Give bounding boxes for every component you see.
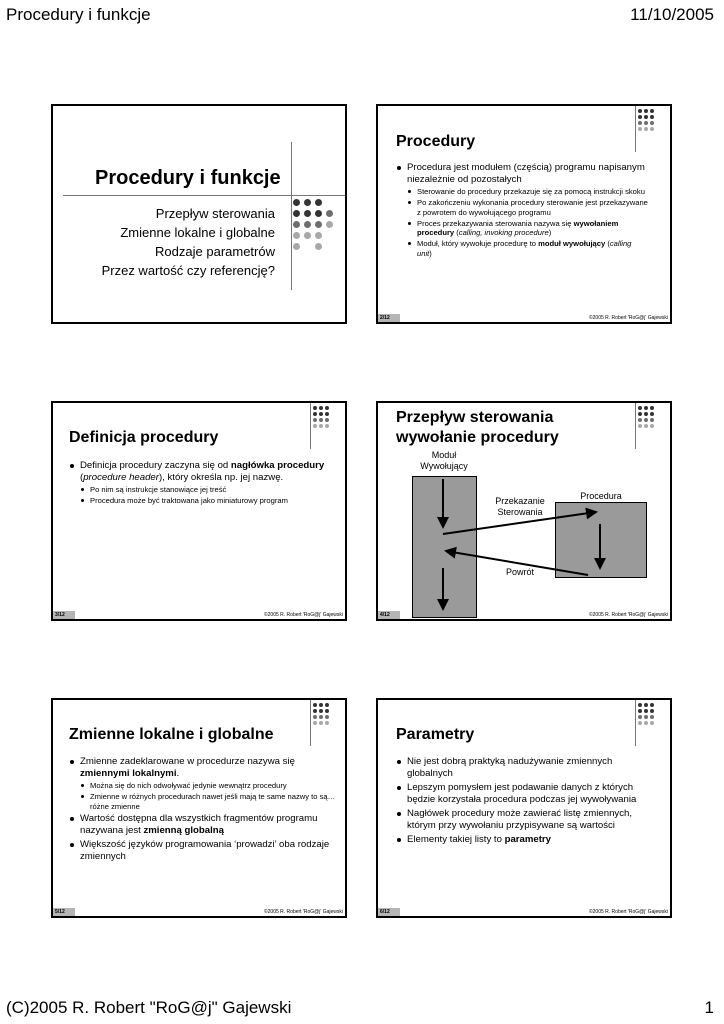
- slide-copyright: ©2005 R. Robert 'RoG@j' Gajewski: [588, 315, 668, 321]
- sub-bullet-item: Procedura może być traktowana jako miniaturowy program: [80, 496, 331, 506]
- bullet-item: Elementy takiej listy to parametry: [396, 834, 658, 846]
- decorative-dot: [293, 243, 300, 250]
- decorative-dot: [644, 109, 648, 113]
- bullet-list: [396, 162, 648, 260]
- bullet-list: [69, 756, 337, 865]
- slide-copyright: ©2005 R. Robert 'RoG@j' Gajewski: [263, 909, 343, 915]
- decorative-dot: [326, 210, 333, 217]
- decorative-dot: [650, 127, 654, 131]
- bullet-item: Procedura jest modułem (częścią) programu napisanym niezależnie od pozostałych Sterowanie do procedury przekazuje się za pomocą instrukcji skoku Po zakończeniu wykonania procedury sterowanie jest przekazywane z powrotem do wywołującego programu Proces przekazywania sterowania nazywa się wywołaniem procedury (calling, invoking procedure) Moduł, który wywołuje procedurę to moduł wywołujący (calling unit): [396, 162, 648, 258]
- sub-bullet-item: Sterowanie do procedury przekazuje się za pomocą instrukcji skoku: [407, 187, 648, 197]
- sub-bullet-list: [80, 781, 337, 811]
- slide-number: 4/12: [378, 611, 400, 619]
- decorative-dot: [638, 715, 642, 719]
- slide-copyright: ©2005 R. Robert 'RoG@j' Gajewski: [263, 612, 343, 618]
- decorative-dot: [644, 121, 648, 125]
- decorative-dot: [319, 703, 323, 707]
- decorative-dot: [644, 703, 648, 707]
- decorative-dot: [313, 406, 317, 410]
- page-footer-copyright: (C)2005 R. Robert "RoG@j" Gajewski: [6, 998, 292, 1017]
- slide-copyright: ©2005 R. Robert 'RoG@j' Gajewski: [588, 612, 668, 618]
- sub-bullet-item: Można się do nich odwoływać jedynie wewnątrz procedury: [80, 781, 337, 791]
- document-date: 11/10/2005: [630, 5, 714, 24]
- decorative-dot: [313, 709, 317, 713]
- sub-bullet-item: Po zakończeniu wykonania procedury sterowanie jest przekazywane z powrotem do wywołującego programu: [407, 198, 648, 217]
- decorative-dot: [319, 715, 323, 719]
- bullet-item: Nie jest dobrą praktyką nadużywanie zmiennych globalnych: [396, 756, 658, 780]
- bullet-list: [396, 756, 658, 848]
- decorative-dot: [326, 221, 333, 228]
- decorative-dot: [638, 121, 642, 125]
- topic-line: Przez wartość czy referencję?: [101, 263, 275, 278]
- decorative-dot: [638, 709, 642, 713]
- decorative-dot: [315, 243, 322, 250]
- decorative-dot: [313, 418, 317, 422]
- decorative-dot: [319, 418, 323, 422]
- decorative-dot: [313, 703, 317, 707]
- decorative-dot: [319, 406, 323, 410]
- transfer-label: Przekazanie Sterowania: [495, 496, 545, 517]
- decorative-dot: [650, 109, 654, 113]
- sub-bullet-item: Proces przekazywania sterowania nazywa się wywołaniem procedury (calling, invoking procedure): [407, 219, 648, 238]
- topic-line: Przepływ sterowania: [155, 206, 275, 221]
- decorative-dot: [644, 127, 648, 131]
- decorative-dot: [650, 721, 654, 725]
- slide-2: [376, 104, 672, 324]
- decorative-dot: [325, 721, 329, 725]
- page-number: 1: [704, 998, 714, 1017]
- decorative-dot: [313, 412, 317, 416]
- decorative-dot: [304, 232, 311, 239]
- slide-3: [51, 401, 347, 621]
- bullet-item: Zmienne zadeklarowane w procedurze nazywa się zmiennymi lokalnymi. Można się do nich odwoływać jedynie wewnątrz procedury Zmienne w różnych procedurach nawet jeśli mają te same nazwy to są… różne zmienne: [69, 756, 337, 811]
- sub-bullet-item: Zmienne w różnych procedurach nawet jeśli mają te same nazwy to są… różne zmienne: [80, 792, 337, 811]
- decorative-dot: [319, 709, 323, 713]
- decorative-dot: [293, 221, 300, 228]
- decorative-dot: [315, 199, 322, 206]
- decorative-dot: [325, 703, 329, 707]
- slide-title: Zmienne lokalne i globalne: [69, 726, 274, 743]
- decorative-dot: [293, 232, 300, 239]
- decorative-dot: [293, 199, 300, 206]
- slide-6: [376, 698, 672, 918]
- decorative-dot: [644, 721, 648, 725]
- decorative-dot: [638, 721, 642, 725]
- control-flow-arrows: [378, 403, 672, 621]
- slide-title: Parametry: [396, 726, 475, 743]
- slide-title: Procedury: [396, 133, 476, 150]
- decorative-dot: [638, 115, 642, 119]
- decorative-dot: [325, 424, 329, 428]
- slide-number: 3/12: [53, 611, 75, 619]
- sub-bullet-list: [80, 485, 331, 506]
- decorative-dot: [319, 412, 323, 416]
- topic-line: Zmienne lokalne i globalne: [120, 225, 275, 240]
- bullet-item: Wartość dostępna dla wszystkich fragmentów programu nazywana jest zmienną globalną: [69, 813, 337, 837]
- topic-line: Rodzaje parametrów: [155, 244, 275, 259]
- decorative-dot: [325, 412, 329, 416]
- slide-number: 6/12: [378, 908, 400, 916]
- decorative-dot: [638, 127, 642, 131]
- flow-arrow-call: [443, 512, 596, 534]
- decorative-dot: [319, 424, 323, 428]
- decorative-dot: [650, 115, 654, 119]
- bullet-item: Nagłówek procedury może zawierać listę zmiennych, którym przy wywołaniu przypisywane są wartości: [396, 808, 658, 832]
- sub-bullet-item: Po nim są instrukcje stanowiące jej treść: [80, 485, 331, 495]
- slide-title: Definicja procedury: [69, 429, 219, 446]
- decorative-dot: [315, 210, 322, 217]
- decorative-dot: [304, 210, 311, 217]
- decorative-dot: [313, 721, 317, 725]
- slide-number: 5/12: [53, 908, 75, 916]
- calling-module-label: Moduł Wywołujący: [420, 450, 468, 471]
- decorative-dot: [644, 115, 648, 119]
- slide-1: [51, 104, 347, 324]
- slide-title-line: wywołanie procedury: [396, 429, 559, 446]
- sub-bullet-list: [407, 187, 648, 258]
- decorative-dot: [315, 232, 322, 239]
- decorative-dot: [325, 418, 329, 422]
- decorative-dot: [638, 109, 642, 113]
- decorative-dot: [315, 221, 322, 228]
- decorative-dot: [644, 715, 648, 719]
- bullet-item: Definicja procedury zaczyna się od nagłówka procedury (procedure header), który określa np. jej nazwę. Po nim są instrukcje stanowiące jej treść Procedura może być traktowana jako miniaturowy program: [69, 460, 331, 506]
- slide-title: Procedury i funkcje: [95, 167, 281, 189]
- decorative-dot: [650, 121, 654, 125]
- bullet-list: [69, 460, 331, 508]
- decorative-dot: [650, 709, 654, 713]
- document-title: Procedury i funkcje: [6, 5, 151, 24]
- decorative-dot: [304, 199, 311, 206]
- slide-title-line: Przepływ sterowania: [396, 409, 554, 426]
- slide-5: [51, 698, 347, 918]
- decorative-dot: [325, 406, 329, 410]
- procedure-label: Procedura: [580, 491, 622, 501]
- decorative-dot: [313, 715, 317, 719]
- decorative-dot: [313, 424, 317, 428]
- flow-arrow-return: [446, 551, 588, 575]
- bullet-item: Lepszym pomysłem jest podawanie danych z których będzie korzystała procedura podczas jej wywoływania: [396, 782, 658, 806]
- decorative-dot: [325, 709, 329, 713]
- return-label: Powrót: [505, 567, 534, 577]
- decorative-dot: [644, 709, 648, 713]
- decorative-dot: [650, 715, 654, 719]
- decorative-dot: [319, 721, 323, 725]
- slide-number: 2/12: [378, 314, 400, 322]
- decorative-dot: [304, 221, 311, 228]
- sub-bullet-item: Moduł, który wywołuje procedurę to moduł wywołujący (calling unit): [407, 239, 648, 258]
- decorative-dot: [650, 703, 654, 707]
- decorative-dot: [293, 210, 300, 217]
- slide-copyright: ©2005 R. Robert 'RoG@j' Gajewski: [588, 909, 668, 915]
- bullet-item: Większość języków programowania ‘prowadzi’ oba rodzaje zmiennych: [69, 839, 337, 863]
- decorative-dot: [638, 703, 642, 707]
- decorative-dot: [325, 715, 329, 719]
- slide-4: [376, 401, 672, 621]
